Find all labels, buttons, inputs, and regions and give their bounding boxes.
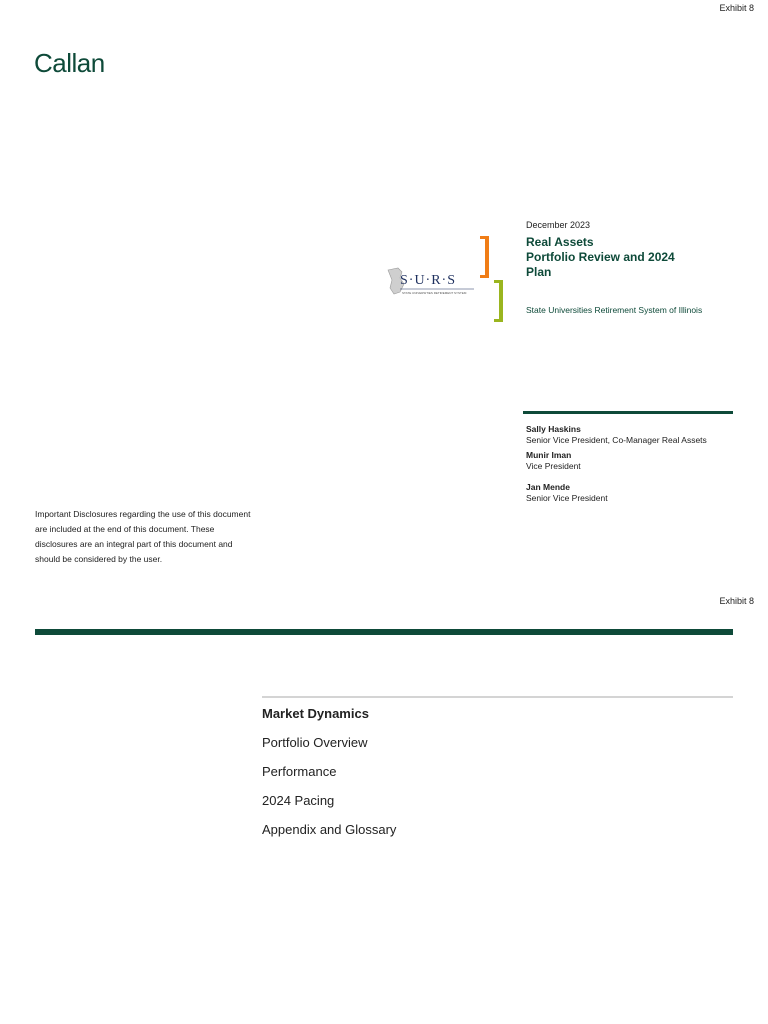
divider (523, 411, 733, 414)
accent-bracket-green (494, 280, 503, 322)
report-title-line: Plan (526, 265, 552, 279)
surs-logo-subtext: STATE UNIVERSITIES RETIREMENT SYSTEM (402, 291, 467, 295)
agenda-list (262, 705, 733, 850)
consultant-list (526, 424, 726, 508)
exhibit-label: Exhibit 8 (719, 596, 754, 606)
agenda-item-2024-pacing[interactable]: 2024 Pacing (262, 793, 335, 808)
disclosure-line: disclosures are an integral part of this document and (35, 539, 233, 549)
report-title (526, 235, 726, 280)
consultant-entry (526, 482, 726, 504)
report-title-line: Portfolio Review and 2024 (526, 250, 675, 264)
surs-logo (386, 264, 476, 300)
disclosure-line: are included at the end of this document. These (35, 524, 215, 534)
client-name: State Universities Retirement System of Illinois (526, 305, 703, 315)
consultant-name: Munir Iman (526, 450, 572, 460)
consultant-entry (526, 450, 726, 472)
agenda-item-appendix-glossary[interactable]: Appendix and Glossary (262, 822, 397, 837)
header-bar (35, 629, 733, 635)
disclosure-line: Important Disclosures regarding the use of this document (35, 509, 251, 519)
agenda-divider (262, 696, 733, 698)
consultant-name: Sally Haskins (526, 424, 581, 434)
accent-bracket-orange (480, 236, 489, 278)
surs-logo-text: S·U·R·S (400, 273, 457, 288)
disclosure-text (35, 507, 285, 567)
consultant-role: Senior Vice President (526, 493, 608, 503)
callan-logo: Callan (34, 48, 105, 78)
report-title-line: Real Assets (526, 235, 594, 249)
report-date: December 2023 (526, 220, 591, 230)
agenda-item-performance[interactable]: Performance (262, 764, 337, 779)
agenda-item-market-dynamics[interactable]: Market Dynamics (262, 706, 369, 721)
consultant-name: Jan Mende (526, 482, 570, 492)
consultant-role: Senior Vice President, Co-Manager Real Assets (526, 435, 707, 445)
exhibit-label: Exhibit 8 (719, 3, 754, 13)
agenda-item-portfolio-overview[interactable]: Portfolio Overview (262, 735, 368, 750)
consultant-role: Vice President (526, 461, 581, 471)
consultant-entry (526, 424, 726, 446)
disclosure-line: should be considered by the user. (35, 554, 163, 564)
